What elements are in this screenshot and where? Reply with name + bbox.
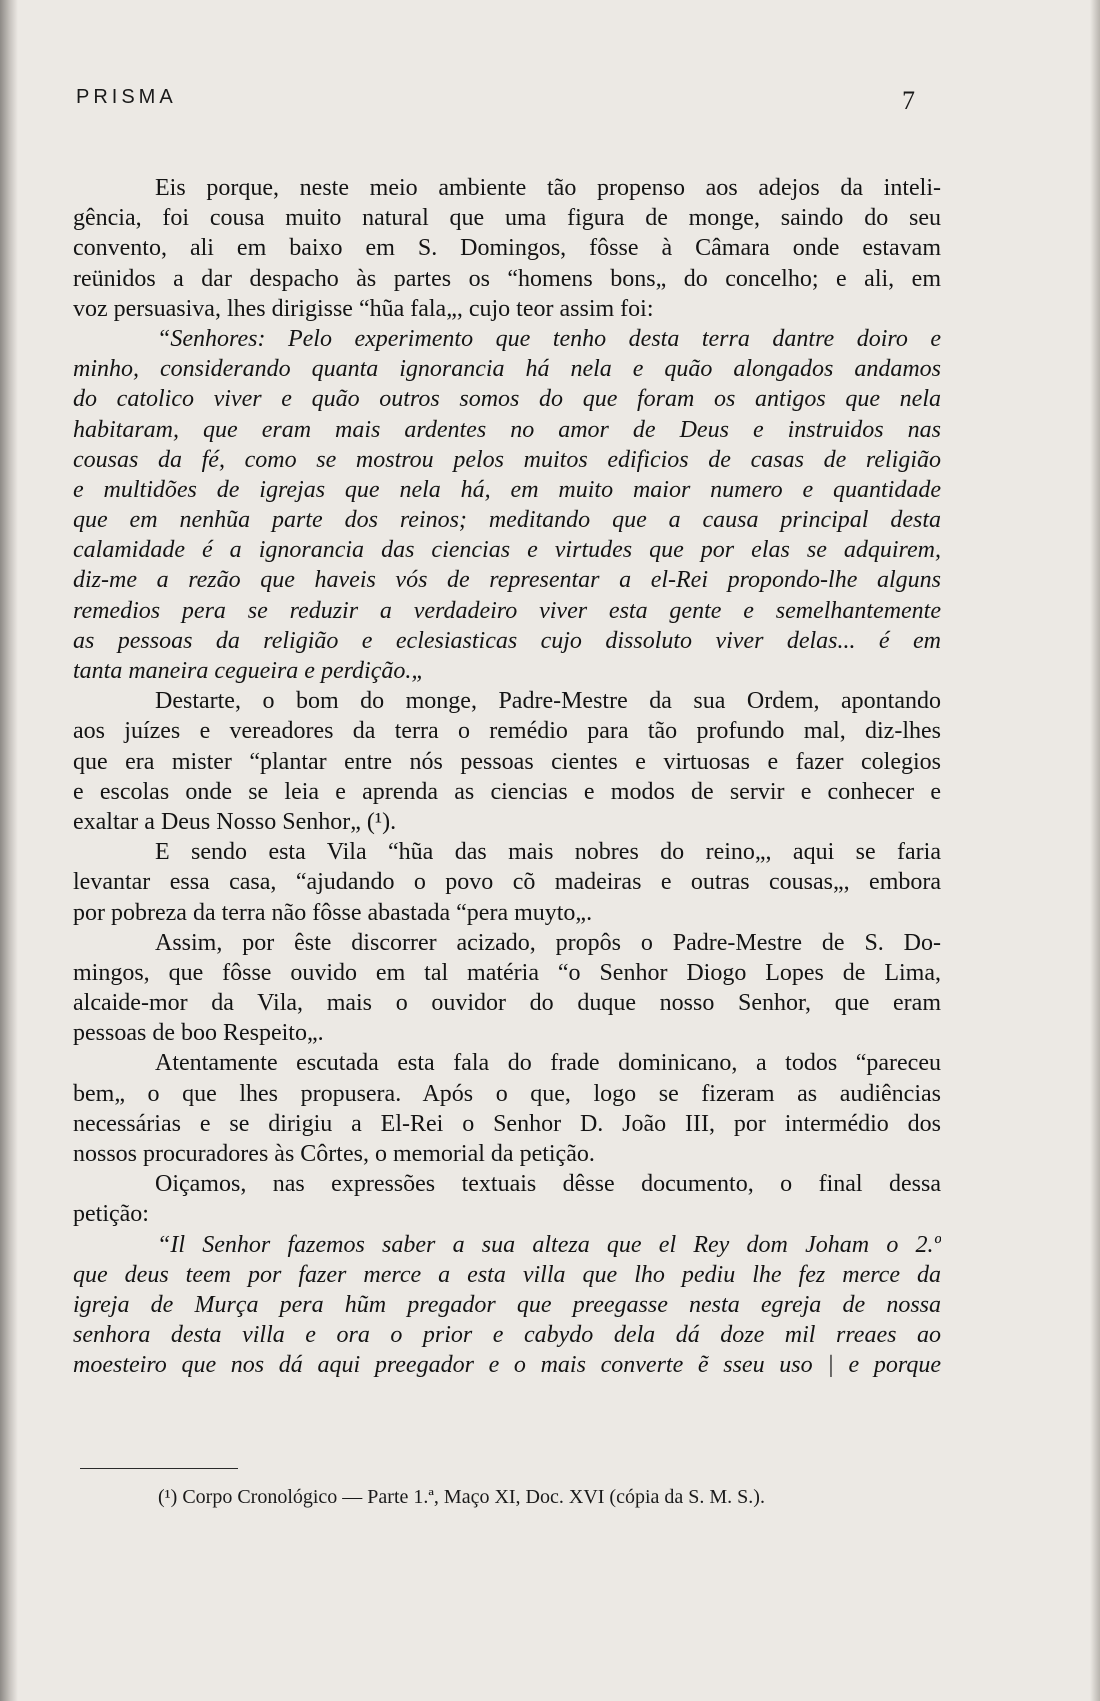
page-edge-shadow	[1090, 0, 1100, 1701]
body-line: convento, ali em baixo em S. Domingos, fôsse à Câmara onde estavam	[73, 235, 941, 262]
text-body	[73, 173, 941, 1381]
body-line: Destarte, o bom do monge, Padre-Mestre da sua Ordem, apontando	[155, 688, 941, 715]
body-line: reünidos a dar despacho às partes os “homens bons„ do concelho; e ali, em	[73, 265, 941, 292]
body-line: E sendo esta Vila “hũa das mais nobres do reino„, aqui se faria	[155, 839, 941, 866]
footnote-divider	[80, 1468, 238, 1469]
running-head: PRISMA	[76, 86, 177, 108]
quote-line: habitaram, que eram mais ardentes no amor de Deus e instruidos nas	[73, 416, 941, 443]
body-line: e escolas onde se leia e aprenda as ciencias e modos de servir e conhecer e	[73, 778, 941, 805]
quote-line: do catolico viver e quão outros somos do que foram os antigos que nela	[73, 386, 941, 413]
body-line: nossos procuradores às Côrtes, o memorial da petição.	[73, 1141, 595, 1167]
quote-line: as pessoas da religião e eclesiasticas cujo dissoluto viver delas... é em	[73, 627, 941, 654]
body-line: necessárias e se dirigiu a El-Rei o Senhor D. João III, por intermédio dos	[73, 1110, 941, 1137]
quote-line: remedios pera se reduzir a verdadeiro viver esta gente e semelhantemente	[73, 597, 941, 624]
gutter-shadow	[0, 0, 18, 1701]
quote-line: que deus teem por fazer merce a esta villa que lho pediu lhe fez merce da	[73, 1261, 941, 1288]
body-line: voz persuasiva, lhes dirigisse “hũa fala„, cujo teor assim foi:	[73, 295, 654, 322]
footnote: (¹) Corpo Cronológico — Parte 1.ª, Maço XI, Doc. XVI (cópia da S. M. S.).	[158, 1486, 765, 1508]
quote-line: diz-me a rezão que haveis vós de representar a el-Rei propondo-lhe alguns	[73, 567, 941, 594]
body-line: Assim, por êste discorrer acizado, propôs o Padre-Mestre de S. Do-	[155, 929, 941, 956]
body-line: que era mister “plantar entre nós pessoas cientes e virtuosas e fazer colegios	[73, 748, 941, 775]
body-line: mingos, que fôsse ouvido em tal matéria “o Senhor Diogo Lopes de Lima,	[73, 959, 941, 986]
quote-line: calamidade é a ignorancia das ciencias e virtudes que por elas se adquirem,	[73, 537, 941, 564]
quote-line: moesteiro que nos dá aqui preegador e o mais converte ẽ sseu uso | e porque	[73, 1352, 941, 1379]
body-line: por pobreza da terra não fôsse abastada “pera muyto„.	[73, 899, 593, 926]
body-line: gência, foi cousa muito natural que uma figura de monge, saindo do seu	[73, 205, 941, 232]
body-line: bem„ o que lhes propusera. Após o que, logo se fizeram as audiências	[73, 1080, 941, 1107]
page-number: 7	[902, 86, 915, 115]
quote-line: “Il Senhor fazemos saber a sua alteza que el Rey dom Joham o 2.º	[157, 1231, 941, 1258]
body-line: Oiçamos, nas expressões textuais dêsse documento, o final dessa	[155, 1171, 941, 1198]
body-line: Eis porque, neste meio ambiente tão propenso aos adejos da inteli-	[155, 175, 941, 201]
quote-line: tanta maneira cegueira e perdição.„	[73, 658, 425, 684]
quote-line: cousas da fé, como se mostrou pelos muitos edificios de casas de religião	[73, 446, 941, 473]
body-line: aos juízes e vereadores da terra o remédio para tão profundo mal, diz-lhes	[73, 718, 941, 745]
body-line: petição:	[73, 1201, 149, 1228]
quote-line: minho, considerando quanta ignorancia há nela e quão alongados andamos	[73, 356, 941, 383]
body-line: Atentamente escutada esta fala do frade dominicano, a todos “pareceu	[155, 1050, 941, 1077]
quote-line: e multidões de igrejas que nela há, em muito maior numero e quantidade	[73, 476, 941, 503]
quote-line: que em nenhũa parte dos reinos; meditando que a causa principal desta	[73, 507, 941, 534]
body-line: exaltar a Deus Nosso Senhor„ (¹).	[73, 808, 397, 835]
body-line: levantar essa casa, “ajudando o povo cõ madeiras e outras cousas„, embora	[73, 869, 941, 896]
quote-line: “Senhores: Pelo experimento que tenho desta terra dantre doiro e	[157, 325, 941, 352]
body-line: pessoas de boo Respeito„.	[73, 1020, 324, 1047]
body-line: alcaide-mor da Vila, mais o ouvidor do duque nosso Senhor, que eram	[73, 990, 941, 1017]
quote-line: senhora desta villa e ora o prior e cabydo dela dá doze mil rreaes ao	[73, 1322, 941, 1349]
quote-line: igreja de Murça pera hũm pregador que preegasse nesta egreja de nossa	[73, 1291, 941, 1318]
